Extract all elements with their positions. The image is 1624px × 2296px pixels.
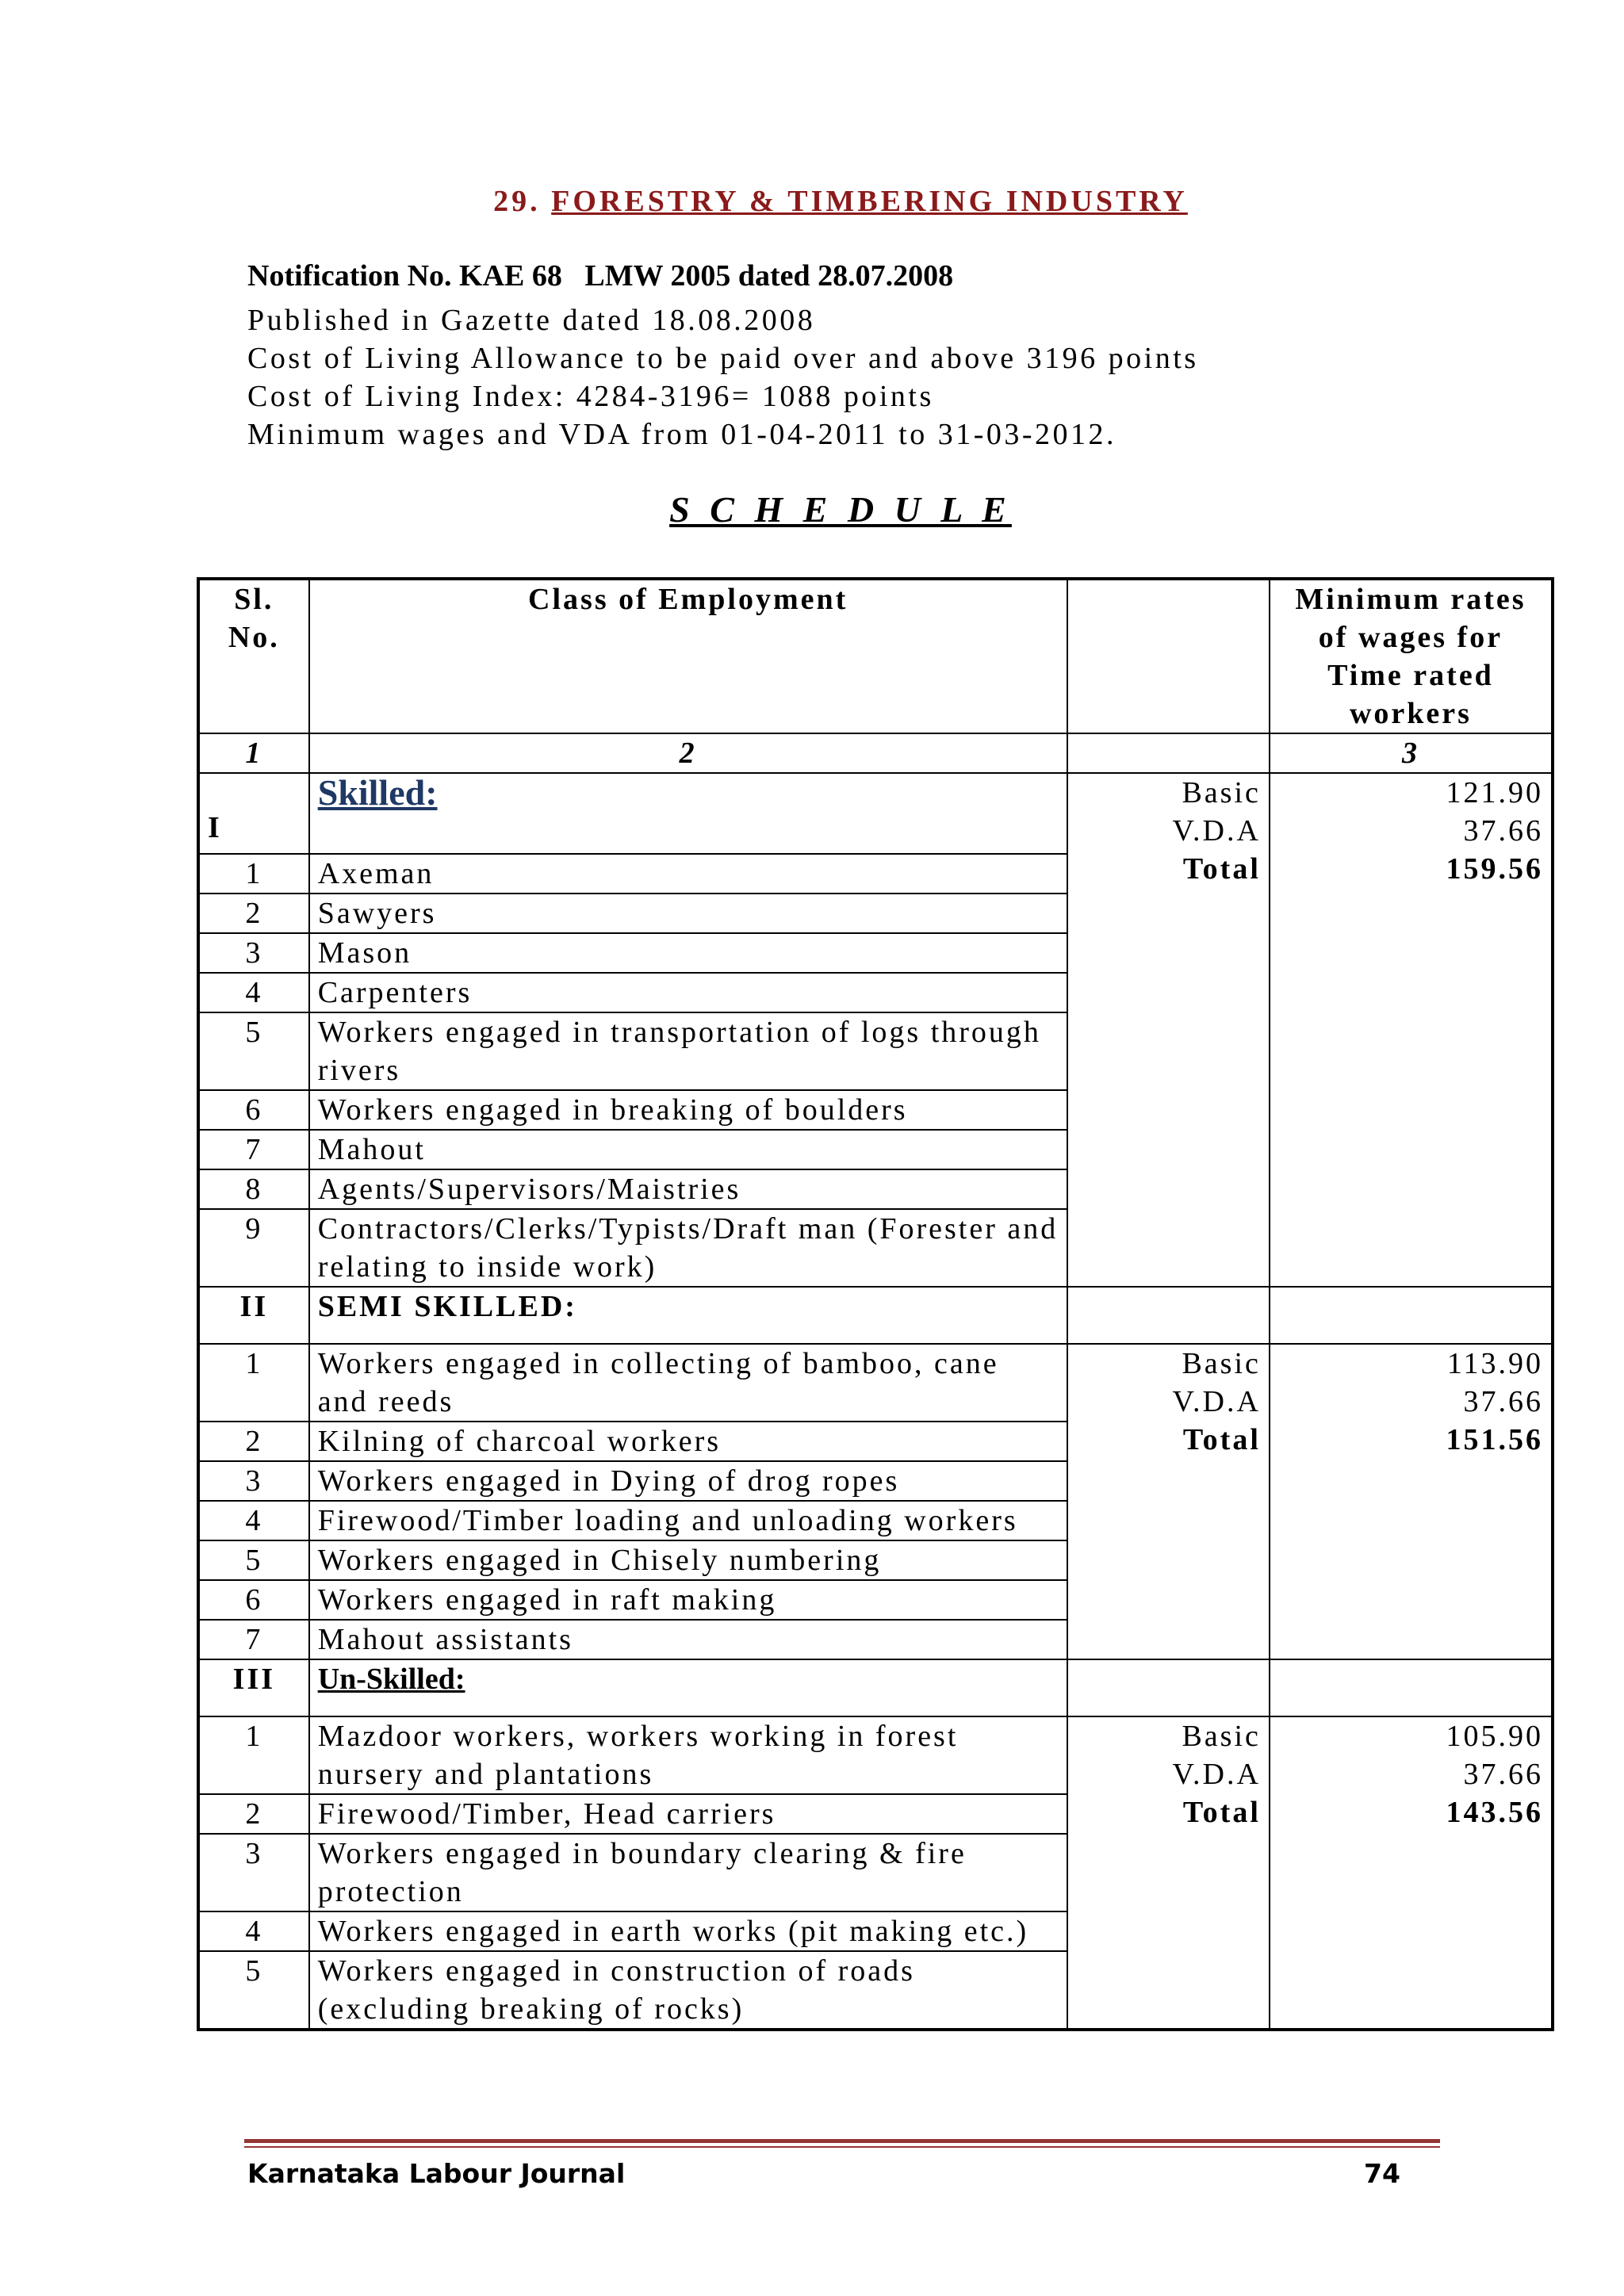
wage-values xyxy=(1270,1716,1553,2030)
wage-labels xyxy=(1067,773,1270,1287)
section-row-semi-skilled xyxy=(198,1287,1553,1344)
item-number: 4 xyxy=(198,1501,309,1540)
item-class-of-employment: Workers engaged in transportation of logs through rivers xyxy=(309,1012,1067,1090)
item-class-of-employment: Workers engaged in Dying of drog ropes xyxy=(309,1461,1067,1501)
item-number: 1 xyxy=(198,1716,309,1794)
section-title-cell xyxy=(309,1659,1067,1716)
footer-divider xyxy=(244,2139,1440,2143)
gazette-line: Published in Gazette dated 18.08.2008 xyxy=(247,304,816,337)
footer-journal-name: Karnataka Labour Journal xyxy=(247,2158,626,2189)
item-number: 1 xyxy=(198,1344,309,1422)
item-number: 8 xyxy=(198,1169,309,1209)
item-number: 2 xyxy=(198,894,309,933)
item-number: 5 xyxy=(198,1951,309,2030)
item-class-of-employment: Workers engaged in collecting of bamboo, cane and reeds xyxy=(309,1344,1067,1422)
table-row xyxy=(198,1716,1553,1794)
wage-labels xyxy=(1067,1344,1270,1659)
item-class-of-employment: Workers engaged in breaking of boulders xyxy=(309,1090,1067,1130)
section-title: Skilled: xyxy=(317,772,438,813)
item-class-of-employment: Carpenters xyxy=(309,973,1067,1012)
wage-values xyxy=(1270,1344,1553,1659)
item-class-of-employment: Mahout xyxy=(309,1130,1067,1169)
item-class-of-employment: Kilning of charcoal workers xyxy=(309,1422,1067,1461)
item-class-of-employment: Workers engaged in earth works (pit making etc.) xyxy=(309,1911,1067,1951)
section-row-un-skilled xyxy=(198,1659,1553,1716)
item-number: 1 xyxy=(198,854,309,894)
cola-line: Cost of Living Allowance to be paid over and above 3196 points xyxy=(247,342,1199,375)
section-roman: III xyxy=(198,1659,309,1716)
total-label: Total xyxy=(1182,852,1261,886)
item-class-of-employment: Contractors/Clerks/Typists/Draft man (Forester and relating to inside work) xyxy=(309,1209,1067,1287)
column-number-2: 2 xyxy=(309,733,1067,773)
section-roman-label: I xyxy=(208,811,222,844)
basic-value: 121.90 xyxy=(1446,776,1543,809)
footer-divider-thin xyxy=(244,2146,1440,2148)
item-number: 3 xyxy=(198,1834,309,1911)
table-header-row xyxy=(198,579,1553,733)
table-row xyxy=(198,1344,1553,1422)
header-class-of-employment: Class of Employment xyxy=(309,579,1067,733)
total-value: 151.56 xyxy=(1446,1423,1543,1456)
item-class-of-employment: Workers engaged in Chisely numbering xyxy=(309,1540,1067,1580)
item-class-of-employment: Axeman xyxy=(309,854,1067,894)
section-title-cell xyxy=(309,1287,1067,1344)
vda-label: V.D.A xyxy=(1172,814,1261,848)
item-number: 6 xyxy=(198,1580,309,1620)
section-row-skilled xyxy=(198,773,1553,854)
item-class-of-employment: Firewood/Timber, Head carriers xyxy=(309,1794,1067,1834)
item-class-of-employment: Agents/Supervisors/Maistries xyxy=(309,1169,1067,1209)
header-sl-no: Sl. No. xyxy=(198,579,309,733)
heading-number: 29. xyxy=(493,185,541,218)
heading-title: FORESTRY & TIMBERING INDUSTRY xyxy=(551,185,1188,218)
column-number-1: 1 xyxy=(198,733,309,773)
header-minimum-rates: Minimum rates of wages for Time rated workers xyxy=(1270,579,1553,733)
total-value: 159.56 xyxy=(1446,852,1543,886)
basic-label: Basic xyxy=(1182,1720,1261,1753)
notification-line: Notification No. KAE 68 LMW 2005 dated 28.07.2008 xyxy=(247,259,954,293)
section-roman xyxy=(198,773,309,854)
item-number: 4 xyxy=(198,973,309,1012)
basic-label: Basic xyxy=(1182,1347,1261,1380)
item-number: 5 xyxy=(198,1012,309,1090)
item-class-of-employment: Firewood/Timber loading and unloading workers xyxy=(309,1501,1067,1540)
item-class-of-employment: Workers engaged in raft making xyxy=(309,1580,1067,1620)
vda-label: V.D.A xyxy=(1172,1385,1261,1418)
column-number-row xyxy=(198,733,1553,773)
schedule-title: S C H E D U L E xyxy=(669,489,1012,530)
item-number: 6 xyxy=(198,1090,309,1130)
item-number: 3 xyxy=(198,1461,309,1501)
section-title: SEMI SKILLED: xyxy=(317,1290,577,1323)
item-number: 5 xyxy=(198,1540,309,1580)
meta-lines xyxy=(247,301,1199,453)
item-class-of-employment: Sawyers xyxy=(309,894,1067,933)
item-number: 4 xyxy=(198,1911,309,1951)
header-blank xyxy=(1067,579,1270,733)
basic-label: Basic xyxy=(1182,776,1261,809)
wage-values xyxy=(1270,773,1553,1287)
schedule-table xyxy=(197,577,1554,2031)
basic-value: 105.90 xyxy=(1446,1720,1543,1753)
item-number: 2 xyxy=(198,1794,309,1834)
vda-label: V.D.A xyxy=(1172,1758,1261,1791)
footer-page-number: 74 xyxy=(1364,2158,1400,2189)
item-number: 2 xyxy=(198,1422,309,1461)
item-class-of-employment: Mazdoor workers, workers working in forest nursery and plantations xyxy=(309,1716,1067,1794)
index-line: Cost of Living Index: 4284-3196= 1088 points xyxy=(247,380,934,413)
basic-value: 113.90 xyxy=(1446,1347,1543,1380)
total-value: 143.56 xyxy=(1446,1796,1543,1829)
section-roman: II xyxy=(198,1287,309,1344)
total-label: Total xyxy=(1182,1796,1261,1829)
item-number: 7 xyxy=(198,1130,309,1169)
section-title: Un-Skilled: xyxy=(317,1663,465,1696)
item-number: 9 xyxy=(198,1209,309,1287)
item-class-of-employment: Mahout assistants xyxy=(309,1620,1067,1659)
item-class-of-employment: Workers engaged in construction of roads (excluding breaking of rocks) xyxy=(309,1951,1067,2030)
vda-value: 37.66 xyxy=(1463,814,1543,848)
item-class-of-employment: Workers engaged in boundary clearing & fire protection xyxy=(309,1834,1067,1911)
section-title-cell xyxy=(309,773,1067,854)
vda-value: 37.66 xyxy=(1463,1385,1543,1418)
vda-value: 37.66 xyxy=(1463,1758,1543,1791)
total-label: Total xyxy=(1182,1423,1261,1456)
item-number: 3 xyxy=(198,933,309,973)
item-number: 7 xyxy=(198,1620,309,1659)
column-number-3: 3 xyxy=(1270,733,1553,773)
item-class-of-employment: Mason xyxy=(309,933,1067,973)
page-heading xyxy=(0,184,1624,219)
wage-labels xyxy=(1067,1716,1270,2030)
period-line: Minimum wages and VDA from 01-04-2011 to 31-03-2012. xyxy=(247,418,1117,451)
